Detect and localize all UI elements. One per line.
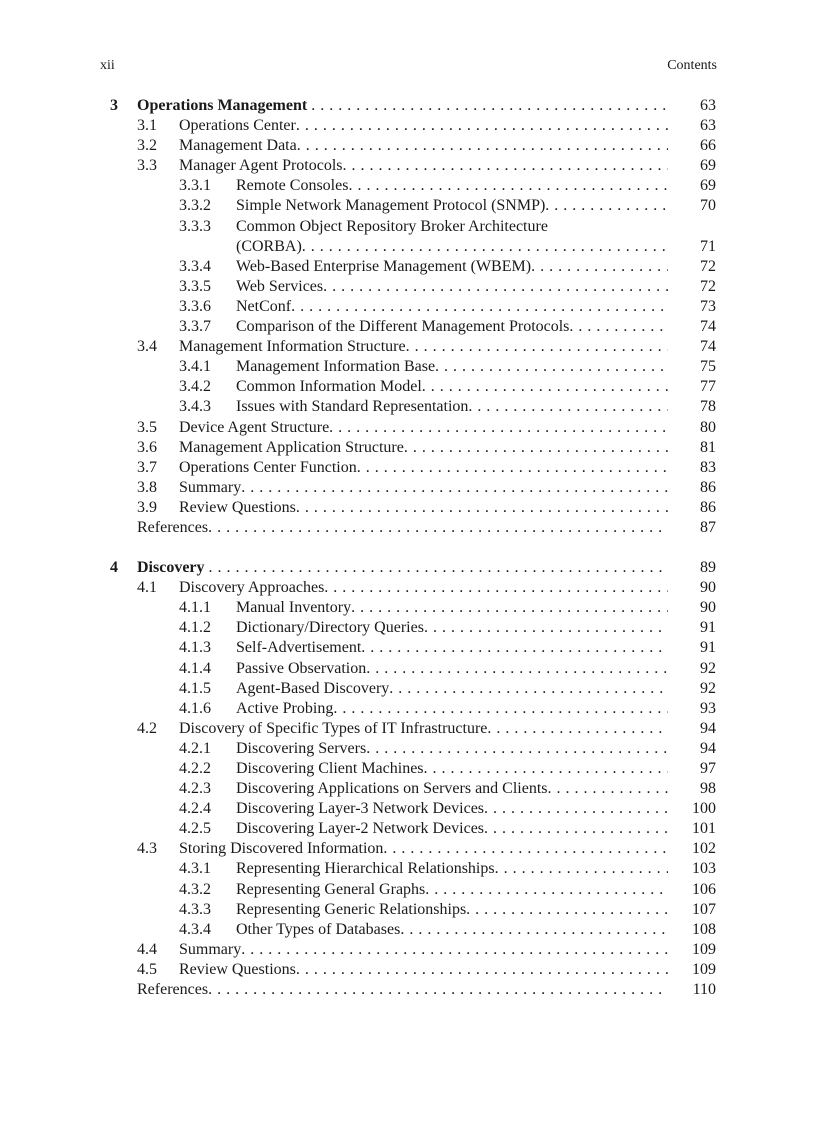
page-ref: 94 (700, 739, 716, 757)
toc-chapter-4 (0, 558, 816, 578)
page-ref: 98 (700, 780, 716, 798)
page-ref: 80 (700, 418, 716, 436)
toc-section (0, 578, 816, 598)
toc-subsection (0, 659, 816, 679)
page-ref: 69 (700, 177, 716, 195)
toc-section (0, 498, 816, 518)
subsection-title: Active Probing . . . (236, 699, 668, 719)
section-number: 3.5 (137, 418, 157, 436)
section-number: 3.1 (137, 117, 157, 135)
page-ref: 87 (700, 518, 716, 536)
subsection-number: 4.2.3 (179, 780, 211, 798)
toc-subsection (0, 859, 816, 879)
page-ref: 91 (700, 619, 716, 637)
page-ref: 78 (700, 398, 716, 416)
section-title: Device Agent Structure . . . (179, 418, 668, 438)
toc-subsection (0, 920, 816, 940)
toc-subsection (0, 176, 816, 196)
page-number: xii (100, 58, 115, 73)
toc-subsection (0, 397, 816, 417)
toc-section (0, 719, 816, 739)
subsection-number: 3.3.4 (179, 257, 211, 275)
section-number: 4.5 (137, 960, 157, 978)
toc-subsection (0, 217, 816, 237)
page-ref: 94 (700, 719, 716, 737)
section-title: Manager Agent Protocols . . . (179, 156, 668, 176)
section-number: 3.9 (137, 498, 157, 516)
page-ref: 92 (700, 679, 716, 697)
subsection-number: 4.1.3 (179, 639, 211, 657)
subsection-number: 4.1.6 (179, 699, 211, 717)
subsection-number: 4.1.2 (179, 619, 211, 637)
page-ref: 63 (700, 97, 716, 114)
toc-subsection (0, 739, 816, 759)
toc-section (0, 418, 816, 438)
page-ref: 109 (692, 940, 716, 958)
subsection-title: Simple Network Management Protocol (SNMP) . . . (236, 196, 668, 216)
subsection-number: 4.3.4 (179, 920, 211, 938)
page-ref: 81 (700, 438, 716, 456)
subsection-number: 4.3.2 (179, 880, 211, 898)
page-ref: 86 (700, 478, 716, 496)
page-ref: 77 (700, 378, 716, 396)
page-ref: 109 (692, 960, 716, 978)
page-ref: 75 (700, 358, 716, 376)
toc-section (0, 116, 816, 136)
toc-section (0, 940, 816, 960)
page-ref: 73 (700, 297, 716, 315)
page-ref: 72 (700, 277, 716, 295)
subsection-number: 3.3.1 (179, 177, 211, 195)
section-title: Discovery Approaches . . . (179, 578, 668, 598)
subsection-title: Discovering Layer-2 Network Devices . . . (236, 819, 668, 839)
page-ref: 102 (692, 840, 716, 858)
toc-section (0, 438, 816, 458)
subsection-title: Web Services . . . (236, 277, 668, 297)
subsection-number: 4.2.4 (179, 800, 211, 818)
subsection-title: Remote Consoles . . . (236, 176, 668, 196)
page-ref: 108 (692, 920, 716, 938)
subsection-title: Comparison of the Different Management Protocols . . . (236, 317, 668, 337)
section-title: Summary . . . (179, 478, 668, 498)
page-ref: 107 (692, 900, 716, 918)
page-ref: 69 (700, 157, 716, 175)
subsection-number: 3.3.5 (179, 277, 211, 295)
chapter-title: Discovery . . . (137, 558, 668, 578)
toc-section (0, 136, 816, 156)
subsection-title: Passive Observation . . . (236, 659, 668, 679)
subsection-number: 4.3.1 (179, 860, 211, 878)
page-ref: 90 (700, 579, 716, 597)
section-number: 3.8 (137, 478, 157, 496)
section-title: Storing Discovered Information . . . (179, 839, 668, 859)
section-title: Operations Center . . . (179, 116, 668, 136)
page-ref: 83 (700, 458, 716, 476)
running-head: Contents (667, 58, 717, 73)
chapter-number: 4 (110, 559, 118, 577)
page-ref: 91 (700, 639, 716, 657)
page-ref: 89 (700, 559, 716, 577)
toc-subsection (0, 638, 816, 658)
toc-section (0, 458, 816, 478)
subsection-number: 3.3.2 (179, 197, 211, 215)
section-number: 4.1 (137, 579, 157, 597)
section-title: Management Application Structure . . . (179, 438, 668, 458)
toc-subsection (0, 196, 816, 216)
page-ref: 66 (700, 137, 716, 155)
page-ref: 103 (692, 860, 716, 878)
toc-section (0, 960, 816, 980)
toc-subsection (0, 317, 816, 337)
subsection-title: Representing Hierarchical Relationships . . . (236, 859, 668, 879)
references-title: References . . . (137, 980, 668, 1000)
page-ref: 90 (700, 599, 716, 617)
page-ref: 74 (700, 338, 716, 356)
toc-subsection (0, 699, 816, 719)
subsection-title-continued: (CORBA) . . . (236, 237, 668, 257)
toc-section (0, 478, 816, 498)
section-title: Review Questions . . . (179, 498, 668, 518)
toc-section (0, 337, 816, 357)
subsection-number: 3.3.7 (179, 318, 211, 336)
subsection-title: Representing General Graphs . . . (236, 880, 668, 900)
toc-references (0, 518, 816, 538)
subsection-number: 4.1.4 (179, 659, 211, 677)
toc-subsection (0, 759, 816, 779)
toc-subsection (0, 598, 816, 618)
page-ref: 72 (700, 257, 716, 275)
subsection-title: Manual Inventory . . . (236, 598, 668, 618)
toc-subsection (0, 819, 816, 839)
subsection-number: 4.1.1 (179, 599, 211, 617)
toc-references (0, 980, 816, 1000)
chapter-number: 3 (110, 97, 118, 114)
page-ref: 70 (700, 197, 716, 215)
subsection-title: Issues with Standard Representation . . . (236, 397, 668, 417)
section-number: 3.3 (137, 157, 157, 175)
subsection-number: 3.3.3 (179, 217, 211, 235)
subsection-title: NetConf . . . (236, 297, 668, 317)
subsection-number: 3.4.2 (179, 378, 211, 396)
page-ref: 86 (700, 498, 716, 516)
section-title: Review Questions . . . (179, 960, 668, 980)
page-ref: 92 (700, 659, 716, 677)
section-title: Operations Center Function . . . (179, 458, 668, 478)
subsection-title: Discovering Servers . . . (236, 739, 668, 759)
section-number: 3.4 (137, 338, 157, 356)
subsection-title: Common Information Model . . . (236, 377, 668, 397)
page-ref: 100 (692, 800, 716, 818)
toc-subsection (0, 679, 816, 699)
subsection-number: 3.3.6 (179, 297, 211, 315)
subsection-number: 4.2.2 (179, 760, 211, 777)
toc-subsection (0, 257, 816, 277)
toc-section (0, 156, 816, 176)
toc-subsection (0, 297, 816, 317)
subsection-title: Web-Based Enterprise Management (WBEM) . . . (236, 257, 668, 277)
subsection-title: Agent-Based Discovery . . . (236, 679, 668, 699)
subsection-number: 3.4.1 (179, 358, 211, 376)
toc-subsection (0, 779, 816, 799)
subsection-title: Management Information Base . . . (236, 357, 668, 377)
page-ref: 110 (692, 981, 716, 999)
page-ref: 93 (700, 699, 716, 717)
toc-subsection (0, 900, 816, 920)
toc-subsection (0, 880, 816, 900)
section-number: 3.2 (137, 137, 157, 155)
subsection-number: 4.3.3 (179, 900, 211, 918)
subsection-title: Self-Advertisement . . . (236, 638, 668, 658)
page-ref: 63 (700, 117, 716, 135)
subsection-title: Discovering Client Machines . . . (236, 759, 668, 779)
page-ref: 74 (700, 318, 716, 336)
subsection-title: Dictionary/Directory Queries . . . (236, 618, 668, 638)
section-number: 3.6 (137, 438, 157, 456)
chapter-title: Operations Management . . . (137, 96, 668, 116)
toc-subsection (0, 618, 816, 638)
section-title: Management Information Structure . . . (179, 337, 668, 357)
toc-subsection (0, 277, 816, 297)
subsection-number: 4.2.5 (179, 820, 211, 838)
toc-section (0, 839, 816, 859)
page-ref: 71 (700, 237, 716, 255)
subsection-title: Representing Generic Relationships . . . (236, 900, 668, 920)
section-number: 4.3 (137, 840, 157, 858)
references-title: References . . . (137, 518, 668, 538)
section-number: 4.2 (137, 719, 157, 737)
page-ref: 97 (700, 760, 716, 777)
section-title: Summary . . . (179, 940, 668, 960)
subsection-title: Discovering Layer-3 Network Devices . . . (236, 799, 668, 819)
toc-subsection-continued (0, 237, 816, 257)
toc-subsection (0, 799, 816, 819)
subsection-title: Common Object Repository Broker Architecture (236, 217, 548, 235)
section-title: Discovery of Specific Types of IT Infrastructure . . . (179, 719, 668, 739)
page-ref: 106 (692, 880, 716, 898)
subsection-number: 3.4.3 (179, 398, 211, 416)
page-ref: 101 (692, 820, 716, 838)
subsection-title: Discovering Applications on Servers and Clients . . . (236, 779, 668, 799)
section-title: Management Data . . . (179, 136, 668, 156)
section-number: 4.4 (137, 940, 157, 958)
subsection-number: 4.1.5 (179, 679, 211, 697)
subsection-number: 4.2.1 (179, 739, 211, 757)
toc-subsection (0, 357, 816, 377)
toc-subsection (0, 377, 816, 397)
section-number: 3.7 (137, 458, 157, 476)
toc-chapter-3 (0, 96, 816, 116)
subsection-title: Other Types of Databases . . . (236, 920, 668, 940)
table-of-contents (0, 96, 816, 1000)
